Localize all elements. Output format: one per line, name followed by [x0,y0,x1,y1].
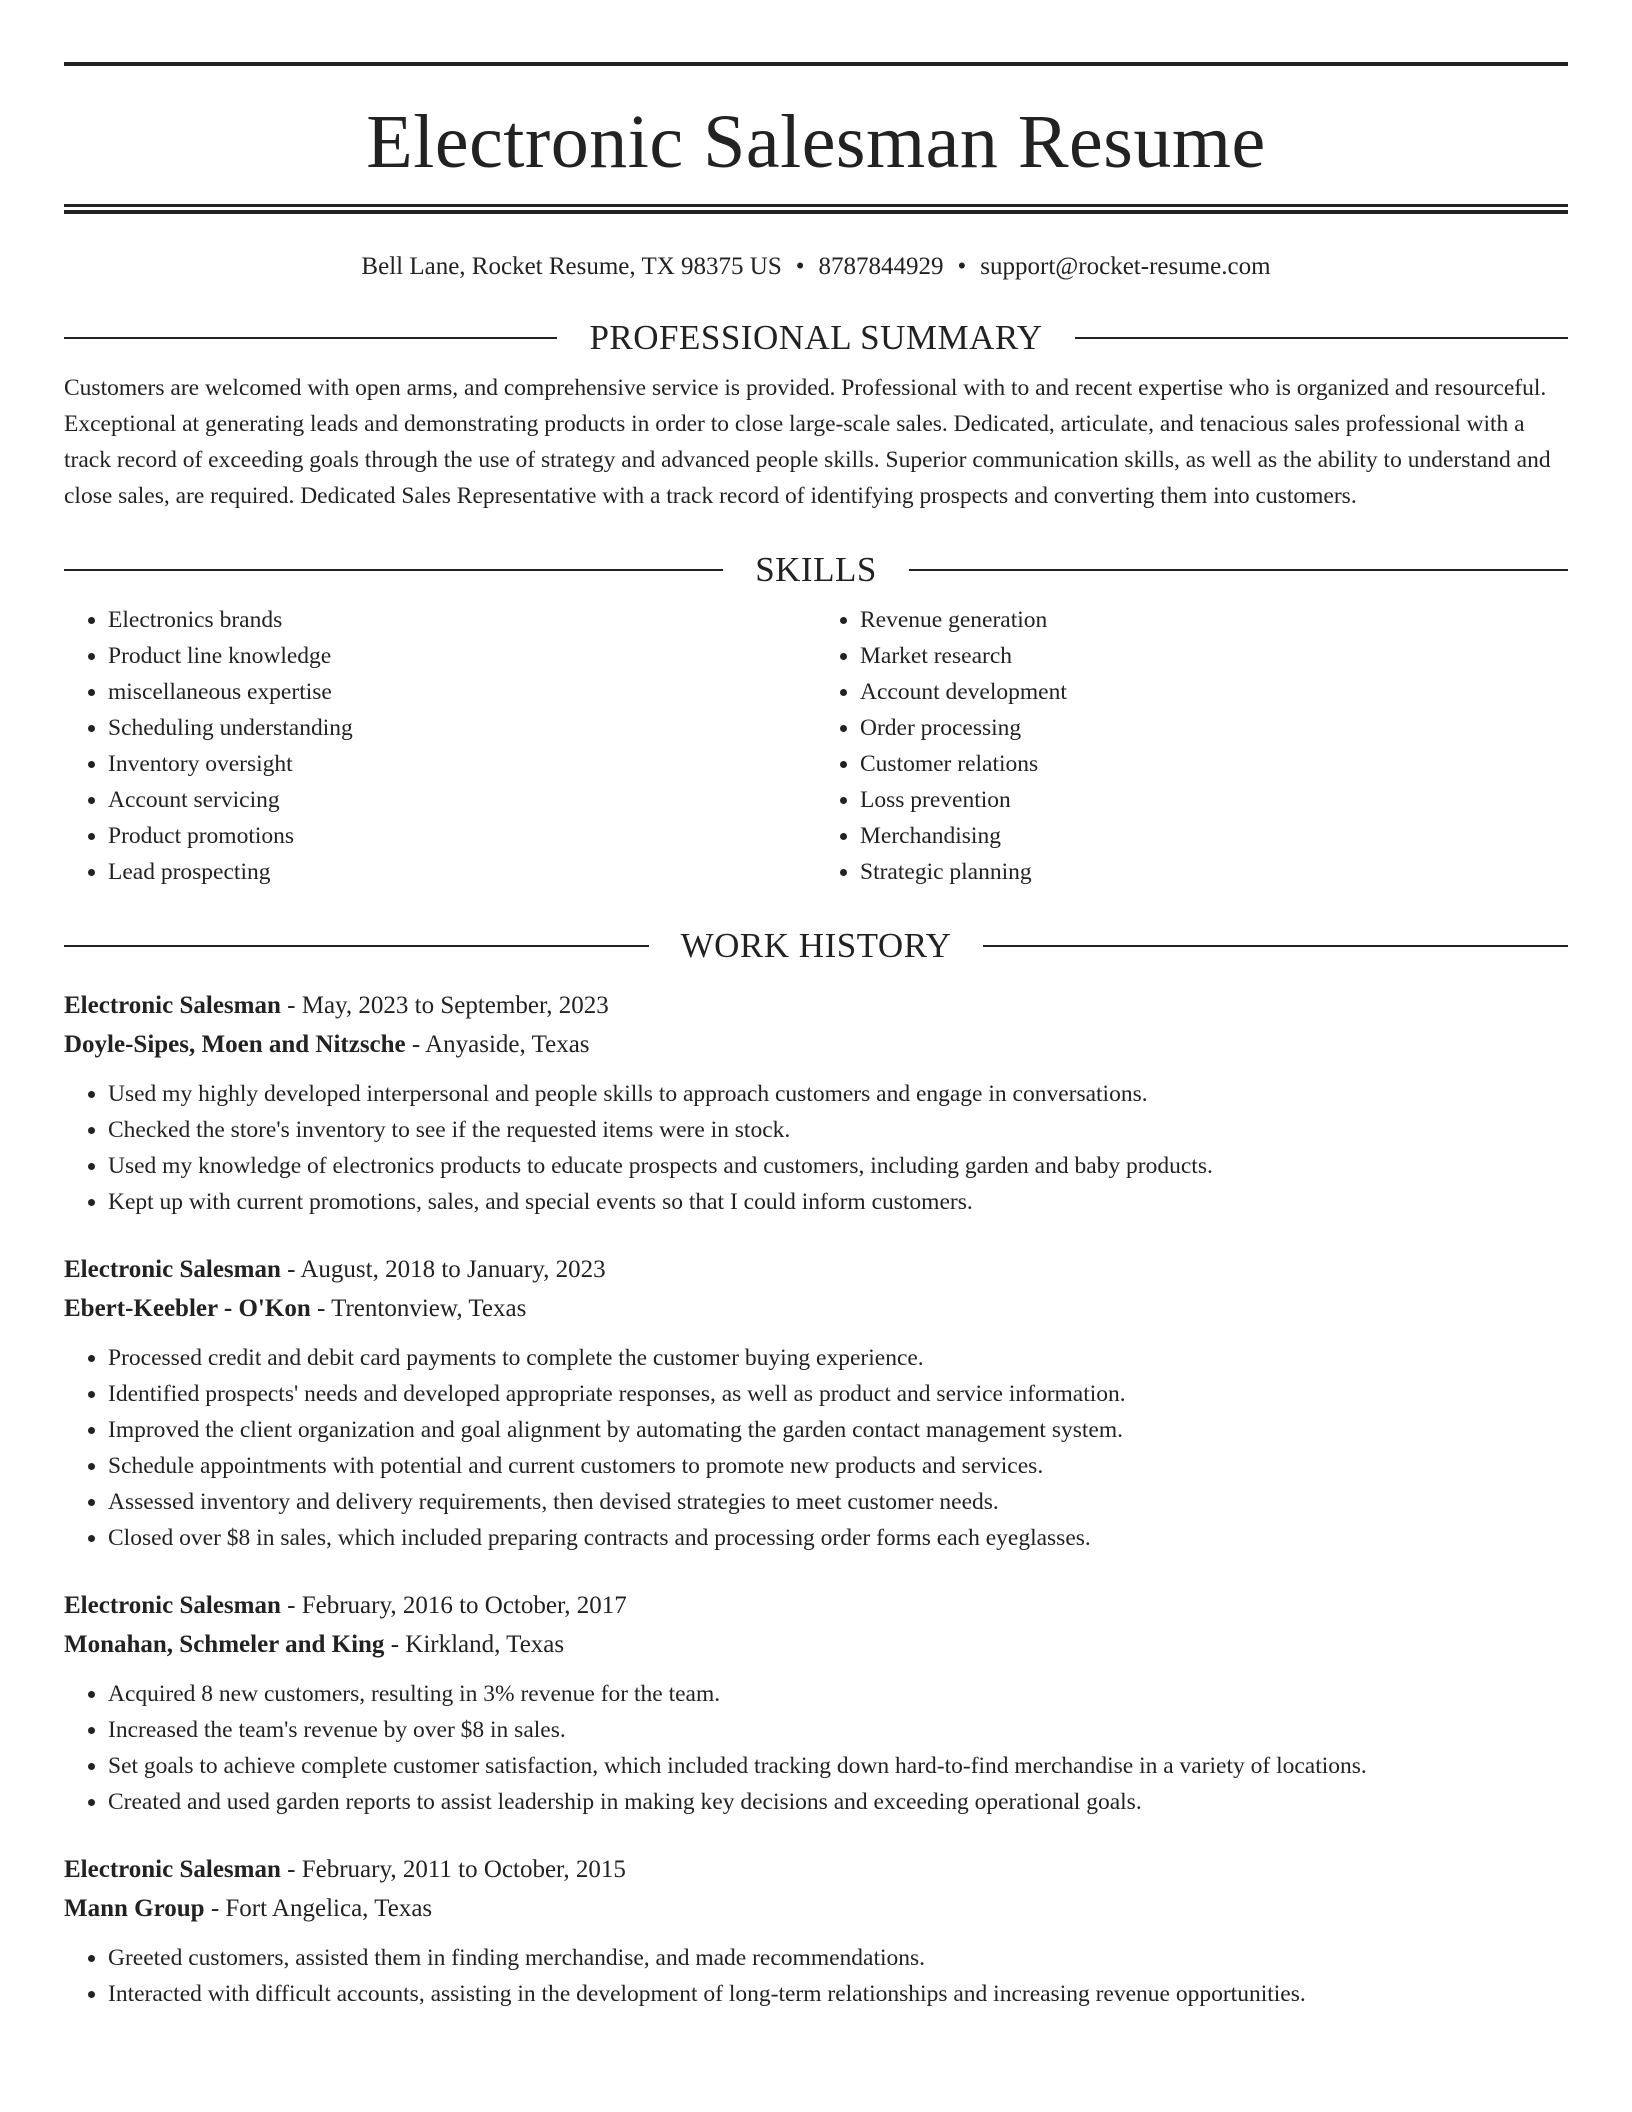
job-bullets [64,1940,1568,2012]
job-bullet: • Interacted with difficult accounts, assisting in the development of long-term relationships and increasing revenue opportunities. [108,1976,1568,2012]
skill-item: • Electronics brands [108,602,816,638]
job-company-line [64,1625,1568,1664]
job-dates: - February, 2016 to October, 2017 [280,1592,627,1619]
job-title-line [64,986,1568,1025]
job-company: Doyle-Sipes, Moen and Nitzsche [64,1031,406,1058]
job-entry [64,986,1568,1220]
title-double-rule [64,204,1568,214]
summary-text: Customers are welcomed with open arms, and comprehensive service is provided. Professional with to and recent expertise who is organized and resourceful. Exceptional at generating leads and demonstrating products in order to close large-scale sales. Dedicated, articulate, and tenacious sales professional with a track record of exceeding goals through the use of strategy and advanced people skills. Superior communication skills, as well as the ability to understand and close sales, are required. Dedicated Sales Representative with a track record of identifying prospects and converting them into customers. [64,375,1551,509]
job-dates: - May, 2023 to September, 2023 [280,992,609,1019]
job-bullets [64,1076,1568,1220]
job-company: Ebert-Keebler - O'Kon [64,1295,311,1322]
skill-item: • miscellaneous expertise [108,674,816,710]
contact-separator: • [795,253,805,280]
job-company-line [64,1025,1568,1064]
skill-item: • Inventory oversight [108,746,816,782]
job-title-line [64,1250,1568,1289]
job-bullet: • Used my highly developed interpersonal and people skills to approach customers and engage in conversations. [108,1076,1568,1112]
job-bullet: • Used my knowledge of electronics products to educate prospects and customers, including garden and baby products. [108,1148,1568,1184]
skills-column-left [64,602,816,890]
skills-section-header [64,548,1568,592]
job-bullet: • Schedule appointments with potential and current customers to promote new products and services. [108,1448,1568,1484]
job-entry [64,1850,1568,2012]
job-bullet: • Checked the store's inventory to see if the requested items were in stock. [108,1112,1568,1148]
job-company-line [64,1889,1568,1928]
skill-item: • Merchandising [860,818,1568,854]
skill-item: • Account development [860,674,1568,710]
job-entry [64,1250,1568,1556]
skill-item: • Product promotions [108,818,816,854]
job-title: Electronic Salesman [64,1592,281,1619]
contact-email: support@rocket-resume.com [980,253,1271,280]
section-rule [983,945,1568,947]
job-bullets [64,1340,1568,1556]
skill-item: • Lead prospecting [108,854,816,890]
section-rule [64,945,649,947]
skill-item: • Loss prevention [860,782,1568,818]
resume-page [64,62,1568,2012]
skills-heading: SKILLS [755,550,877,589]
skill-item: • Product line knowledge [108,638,816,674]
job-bullet: • Greeted customers, assisted them in finding merchandise, and made recommendations. [108,1940,1568,1976]
section-rule [64,337,557,339]
section-rule [909,569,1568,571]
job-title: Electronic Salesman [64,1856,281,1883]
summary-heading: PROFESSIONAL SUMMARY [589,318,1043,357]
work-section-header [64,924,1568,968]
contact-line [64,252,1568,282]
job-bullet: • Increased the team's revenue by over $8 in sales. [108,1712,1568,1748]
skill-item: • Scheduling understanding [108,710,816,746]
job-bullet: • Kept up with current promotions, sales, and special events so that I could inform customers. [108,1184,1568,1220]
work-history [64,986,1568,2012]
job-location: - Trentonview, Texas [310,1295,527,1322]
skill-item: • Strategic planning [860,854,1568,890]
skill-item: • Order processing [860,710,1568,746]
skill-item: • Revenue generation [860,602,1568,638]
job-title-line [64,1850,1568,1889]
job-title-line [64,1586,1568,1625]
job-title: Electronic Salesman [64,992,281,1019]
job-bullet: • Set goals to achieve complete customer satisfaction, which included tracking down hard-to-find merchandise in a variety of locations. [108,1748,1568,1784]
work-heading: WORK HISTORY [680,926,952,965]
skills-list [64,602,1568,890]
skills-column-right [816,602,1568,890]
top-rule [64,62,1568,66]
summary-section-header [64,316,1568,360]
contact-phone: 8787844929 [818,253,944,280]
skill-item: • Market research [860,638,1568,674]
job-entry [64,1586,1568,1820]
job-location: - Fort Angelica, Texas [204,1895,433,1922]
job-company: Monahan, Schmeler and King [64,1631,385,1658]
job-dates: - February, 2011 to October, 2015 [280,1856,626,1883]
job-company: Mann Group [64,1895,205,1922]
job-bullet: • Acquired 8 new customers, resulting in 3% revenue for the team. [108,1676,1568,1712]
contact-address: Bell Lane, Rocket Resume, TX 98375 US [361,253,782,280]
resume-title: Electronic Salesman Resume [366,100,1266,184]
contact-separator: • [957,253,967,280]
job-location: - Anyaside, Texas [405,1031,590,1058]
job-bullet: • Processed credit and debit card payments to complete the customer buying experience. [108,1340,1568,1376]
job-dates: - August, 2018 to January, 2023 [280,1256,606,1283]
skill-item: • Customer relations [860,746,1568,782]
skill-item: • Account servicing [108,782,816,818]
job-bullet: • Assessed inventory and delivery requirements, then devised strategies to meet customer needs. [108,1484,1568,1520]
job-title: Electronic Salesman [64,1256,281,1283]
job-company-line [64,1289,1568,1328]
section-rule [1075,337,1568,339]
job-bullet: • Created and used garden reports to assist leadership in making key decisions and exceeding operational goals. [108,1784,1568,1820]
job-location: - Kirkland, Texas [384,1631,565,1658]
job-bullet: • Closed over $8 in sales, which included preparing contracts and processing order forms each eyeglasses. [108,1520,1568,1556]
section-rule [64,569,723,571]
job-bullet: • Identified prospects' needs and developed appropriate responses, as well as product and service information. [108,1376,1568,1412]
job-bullets [64,1676,1568,1820]
job-bullet: • Improved the client organization and goal alignment by automating the garden contact management system. [108,1412,1568,1448]
